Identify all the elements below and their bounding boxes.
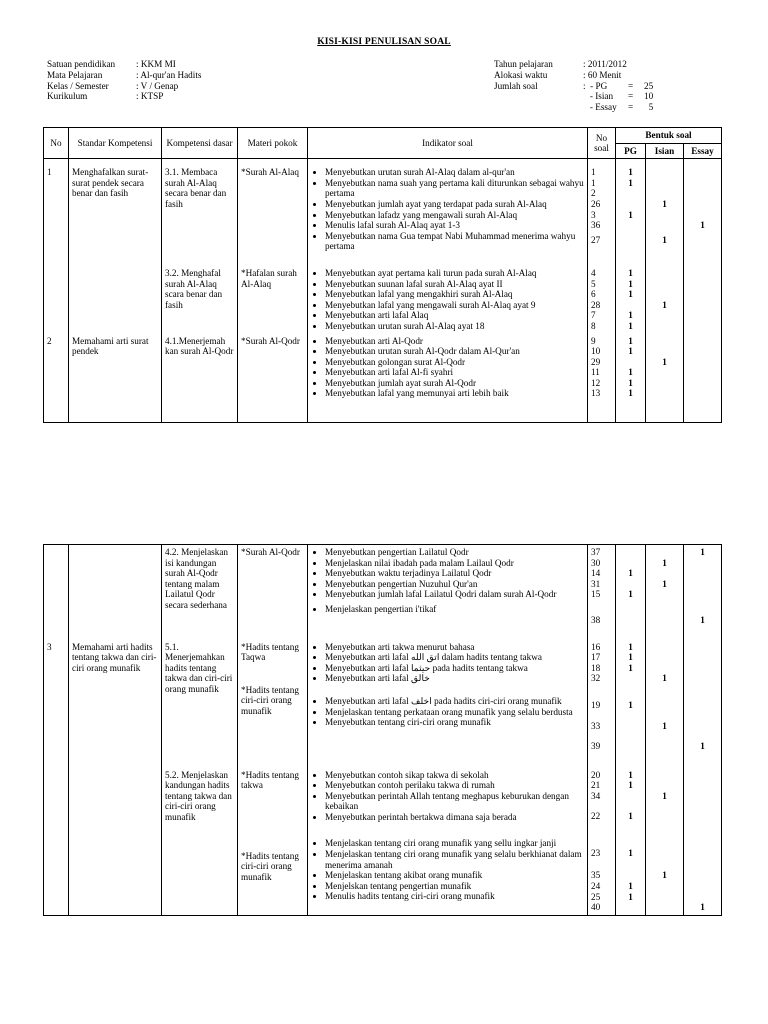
indikator-list bbox=[308, 754, 588, 916]
no-soal: 11 bbox=[591, 367, 600, 378]
list-item: • Menyebutkan arti Al-Qodr bbox=[325, 336, 584, 347]
list-item: • Menyebutkan contoh perilaku takwa di rumah bbox=[325, 780, 584, 791]
materi-pokok-item: *Hadits tentang ciri-ciri orang munafik bbox=[241, 684, 299, 716]
pg-mark: 1 bbox=[628, 377, 633, 388]
table-row bbox=[44, 159, 722, 254]
kompetensi-dasar: 5.1. Menerjemahkan hadits tentang takwa dan ciri-ciri orang munafik bbox=[162, 628, 238, 754]
indikator-list bbox=[308, 334, 588, 423]
pg-mark: 1 bbox=[628, 769, 633, 780]
list-item: • Menyebutkan arti lafal اخلف pada hadits ciri-ciri orang munafik bbox=[325, 696, 584, 707]
essay-cell bbox=[684, 754, 722, 916]
no-soal: 7 bbox=[591, 310, 596, 321]
no-soal: 21 bbox=[591, 780, 601, 791]
header-pg: PG bbox=[616, 143, 646, 159]
list-item: • Menyebutkan tentang ciri-ciri orang munafik bbox=[325, 717, 584, 728]
table-row bbox=[44, 628, 722, 754]
list-item: • Menyebutkan lafal yang mengakhiri surah Al-Alaq bbox=[325, 289, 584, 300]
meta-value: : V / Genap bbox=[136, 80, 179, 91]
header-bentuk-soal: Bentuk soal bbox=[616, 128, 722, 144]
table-row bbox=[44, 254, 722, 334]
essay-mark: 1 bbox=[700, 614, 705, 625]
no-soal-cell bbox=[588, 254, 616, 334]
isian-mark: 1 bbox=[662, 299, 667, 310]
no-soal: 17 bbox=[591, 652, 601, 663]
kompetensi-dasar: 3.2. Menghafal surah Al-Alaq scara benar dan fasih bbox=[162, 254, 238, 334]
list-item: • Menyebutkan urutan surah Al-Qodr dalam Al-Qur'an bbox=[325, 346, 584, 357]
no-soal: 1 bbox=[591, 177, 596, 188]
pg-cell bbox=[616, 254, 646, 334]
no-soal: 30 bbox=[591, 557, 601, 568]
no-soal: 32 bbox=[591, 673, 601, 684]
no-soal: 3 bbox=[591, 209, 596, 220]
pg-mark: 1 bbox=[628, 662, 633, 673]
list-item: • Menjelaskan pengertian i'tikaf bbox=[325, 604, 584, 615]
list-item: • Menjelaskan tentang ciri orang munafik yang selalu berkhianat dalam menerima amanah bbox=[325, 849, 584, 870]
no-soal: 34 bbox=[591, 790, 601, 801]
kompetensi-dasar: 5.2. Menjelaskan kandungan hadits tentang takwa dan ciri-ciri orang munafik bbox=[162, 754, 238, 916]
materi-pokok bbox=[238, 628, 308, 754]
meta-label: Satuan pendidikan bbox=[47, 59, 116, 69]
pg-cell bbox=[616, 334, 646, 423]
materi-pokok-item: *Hadits tentang ciri-ciri orang munafik bbox=[241, 850, 299, 882]
no-soal: 8 bbox=[591, 320, 596, 331]
jumlah-eq: = bbox=[628, 102, 634, 113]
no-soal-cell bbox=[588, 545, 616, 628]
pg-cell bbox=[616, 159, 646, 254]
list-item: • Menulis hadits tentang ciri-ciri orang munafik bbox=[325, 891, 584, 902]
list-item: • Menjelaskan tentang perkataan orang munafik yang selalu berdusta bbox=[325, 707, 584, 718]
meta-value: : Al-qur'an Hadits bbox=[136, 69, 202, 80]
table-row bbox=[44, 754, 722, 916]
meta-value: : KKM MI bbox=[136, 59, 176, 69]
list-item: • Menyebutkan arti lafal Alaq bbox=[325, 310, 584, 321]
jumlah-type: : - PG bbox=[583, 80, 608, 91]
table-row bbox=[44, 334, 722, 423]
no-soal: 20 bbox=[591, 769, 601, 780]
meta-label: Mata Pelajaran bbox=[47, 69, 103, 80]
list-item: • Menyebutkan perintah Allah tentang meghapus keburukan dengan kebaikan bbox=[325, 791, 584, 812]
indikator-list bbox=[308, 159, 588, 254]
no-soal: 1 bbox=[591, 167, 596, 178]
list-item: • Menulis lafal surah Al-Alaq ayat 1-3 bbox=[325, 220, 584, 231]
pg-mark: 1 bbox=[628, 388, 633, 399]
materi-pokok-item: *Hadits tentang Taqwa bbox=[241, 641, 299, 663]
isian-cell bbox=[646, 545, 684, 628]
standar-kompetensi: Menghafalkan surat-surat pendek secara benar dan fasih bbox=[69, 159, 162, 254]
table-row bbox=[44, 545, 722, 628]
pg-mark: 1 bbox=[628, 641, 633, 652]
row-no: 2 bbox=[44, 334, 69, 423]
list-item: • Menyebutkan lafal yang mengawali surah Al-Alaq ayat 9 bbox=[325, 300, 584, 311]
isian-mark: 1 bbox=[662, 870, 667, 881]
pg-cell bbox=[616, 628, 646, 754]
no-soal: 14 bbox=[591, 568, 601, 579]
meta-left bbox=[47, 59, 201, 102]
no-soal: 24 bbox=[591, 881, 601, 892]
kisi-kisi-table-continued bbox=[43, 544, 722, 916]
isian-cell bbox=[646, 159, 684, 254]
list-item: • Menyebutkan jumlah ayat yang terdapat pada surah Al-Alaq bbox=[325, 199, 584, 210]
pg-mark: 1 bbox=[628, 568, 633, 579]
list-item: • Menyebutkan jumlah lafal Lailatul Qodri dalam surah Al-Qodr bbox=[325, 589, 584, 600]
no-soal-cell bbox=[588, 334, 616, 423]
no-soal-cell bbox=[588, 159, 616, 254]
pg-mark: 1 bbox=[628, 699, 633, 710]
meta-label: Kelas / Semester bbox=[47, 80, 109, 91]
no-soal-cell bbox=[588, 628, 616, 754]
header-materi-pokok: Materi pokok bbox=[238, 128, 308, 159]
isian-mark: 1 bbox=[662, 198, 667, 209]
jumlah-type: - Isian bbox=[583, 91, 614, 102]
essay-mark: 1 bbox=[700, 220, 705, 231]
no-soal: 37 bbox=[591, 547, 601, 557]
meta-value: : 60 Menit bbox=[583, 69, 622, 80]
pg-mark: 1 bbox=[628, 335, 633, 346]
pg-cell bbox=[616, 545, 646, 628]
meta-right bbox=[494, 59, 653, 113]
jumlah-eq: = bbox=[628, 91, 634, 102]
no-soal: 29 bbox=[591, 356, 601, 367]
list-item: • Menyebutkan arti lafal حيثما pada hadits tentang takwa bbox=[325, 663, 584, 674]
list-item: • Menyebutkan golongan surat Al-Qodr bbox=[325, 357, 584, 368]
essay-cell bbox=[684, 628, 722, 754]
essay-mark: 1 bbox=[700, 902, 705, 913]
standar-kompetensi: Memahami arti hadits tentang takwa dan ciri-ciri orang munafik bbox=[69, 628, 162, 754]
isian-cell bbox=[646, 254, 684, 334]
list-item: • Menjelaskan tentang akibat orang munafik bbox=[325, 870, 584, 881]
no-soal-cell bbox=[588, 754, 616, 916]
no-soal: 33 bbox=[591, 720, 601, 731]
jumlah-type: - Essay bbox=[583, 102, 617, 113]
no-soal: 16 bbox=[591, 641, 601, 652]
materi-pokok-item: *Hadits tentang takwa bbox=[241, 769, 299, 791]
essay-mark: 1 bbox=[700, 740, 705, 751]
no-soal: 2 bbox=[591, 188, 596, 199]
header-no-soal: No soal bbox=[588, 128, 616, 159]
pg-mark: 1 bbox=[628, 267, 633, 278]
meta-value: : KTSP bbox=[136, 91, 164, 102]
jumlah-value: 10 bbox=[644, 91, 654, 102]
list-item: • Menyebutkan arti lafal اتق الله dalam hadits tentang takwa bbox=[325, 652, 584, 663]
no-soal: 6 bbox=[591, 289, 596, 300]
materi-pokok: *Hafalan surah Al-Alaq bbox=[238, 254, 308, 334]
no-soal: 19 bbox=[591, 699, 601, 710]
list-item: • Menyebutkan contoh sikap takwa di sekolah bbox=[325, 770, 584, 781]
list-item: • Menyebutkan lafadz yang mengawali surah Al-Alaq bbox=[325, 210, 584, 221]
isian-mark: 1 bbox=[662, 673, 667, 684]
no-soal: 25 bbox=[591, 891, 601, 902]
pg-mark: 1 bbox=[628, 167, 633, 178]
no-soal: 38 bbox=[591, 614, 601, 625]
pg-mark: 1 bbox=[628, 367, 633, 378]
pg-mark: 1 bbox=[628, 320, 633, 331]
no-soal: 31 bbox=[591, 578, 601, 589]
meta-label: Kurikulum bbox=[47, 91, 88, 102]
list-item: • Menyebutkan perintah bertakwa dimana saja berada bbox=[325, 812, 584, 823]
no-soal: 9 bbox=[591, 335, 596, 346]
essay-cell bbox=[684, 159, 722, 254]
kompetensi-dasar: 3.1. Membaca surah Al-Alaq secara benar dan fasih bbox=[162, 159, 238, 254]
pg-mark: 1 bbox=[628, 780, 633, 791]
pg-mark: 1 bbox=[628, 811, 633, 822]
no-soal: 40 bbox=[591, 902, 601, 913]
meta-label: Tahun pelajaran bbox=[494, 59, 553, 69]
no-soal: 28 bbox=[591, 299, 601, 310]
header-kompetensi-dasar: Kompetensi dasar bbox=[162, 128, 238, 159]
list-item: • Menyebutkan ayat pertama kali turun pada surah Al-Alaq bbox=[325, 268, 584, 279]
pg-mark: 1 bbox=[628, 847, 633, 858]
meta-value: : 2011/2012 bbox=[583, 59, 627, 69]
kisi-kisi-table bbox=[43, 127, 722, 423]
list-item: • Menyebutkan arti lafal خالق bbox=[325, 673, 584, 684]
kompetensi-dasar: 4.1.Menerjemah kan surah Al-Qodr bbox=[162, 334, 238, 423]
jumlah-value: 5 bbox=[648, 102, 654, 113]
isian-mark: 1 bbox=[662, 578, 667, 589]
materi-pokok: *Surah Al-Qodr bbox=[238, 334, 308, 423]
isian-cell bbox=[646, 628, 684, 754]
materi-pokok: *Surah Al-Alaq bbox=[238, 159, 308, 254]
header-no: No bbox=[44, 128, 69, 159]
list-item: • Menyebutkan nama suah yang pertama kali diturunkan sebagai wahyu pertama bbox=[325, 178, 584, 199]
isian-mark: 1 bbox=[662, 234, 667, 245]
no-soal: 36 bbox=[591, 220, 601, 231]
no-soal: 12 bbox=[591, 377, 601, 388]
list-item: • Menjelaskan nilai ibadah pada malam Lailaul Qodr bbox=[325, 558, 584, 569]
no-soal: 26 bbox=[591, 198, 601, 209]
no-soal: 10 bbox=[591, 346, 601, 357]
pg-mark: 1 bbox=[628, 652, 633, 663]
list-item: • Menyebutkan arti lafal Al-fi syahri bbox=[325, 367, 584, 378]
isian-mark: 1 bbox=[662, 720, 667, 731]
header-isian: Isian bbox=[646, 143, 684, 159]
jumlah-eq: = bbox=[628, 80, 634, 91]
pg-cell bbox=[616, 754, 646, 916]
list-item: • Menyebutkan arti takwa menurut bahasa bbox=[325, 642, 584, 653]
kompetensi-dasar: 4.2. Menjelaskan isi kandungan surah Al-Qodr tentang malam Lailatul Qodr secara sederhana bbox=[162, 545, 238, 628]
header-essay: Essay bbox=[684, 143, 722, 159]
list-item: • Menyebutkan pengertian Nuzuhul Qur'an bbox=[325, 579, 584, 590]
header-indikator-soal: Indikator soal bbox=[308, 128, 588, 159]
pg-mark: 1 bbox=[628, 310, 633, 321]
pg-mark: 1 bbox=[628, 278, 633, 289]
pg-mark: 1 bbox=[628, 346, 633, 357]
list-item: • Menyebutkan nama Gua tempat Nabi Muhammad menerima wahyu pertama bbox=[325, 231, 584, 252]
materi-pokok bbox=[238, 754, 308, 916]
isian-mark: 1 bbox=[662, 557, 667, 568]
isian-mark: 1 bbox=[662, 790, 667, 801]
pg-mark: 1 bbox=[628, 177, 633, 188]
no-soal: 27 bbox=[591, 234, 601, 245]
indikator-list bbox=[308, 254, 588, 334]
list-item: • Menyebutkan jumlah ayat surah Al-Qodr bbox=[325, 378, 584, 389]
jumlah-value: 25 bbox=[644, 80, 654, 91]
no-soal: 18 bbox=[591, 662, 601, 673]
pg-mark: 1 bbox=[628, 209, 633, 220]
document-title: KISI-KISI PENULISAN SOAL bbox=[317, 37, 451, 47]
list-item: • Menyebutkan pengertian Lailatul Qodr bbox=[325, 547, 584, 558]
meta-label: Alokasi waktu bbox=[494, 69, 548, 80]
list-item: • Menjelaskan tentang ciri orang munafik yang sellu ingkar janji bbox=[325, 838, 584, 849]
essay-cell bbox=[684, 545, 722, 628]
list-item: • Menjelskan tentang pengertian munafik bbox=[325, 881, 584, 892]
meta-label: Jumlah soal bbox=[494, 80, 538, 91]
isian-cell bbox=[646, 754, 684, 916]
no-soal: 35 bbox=[591, 870, 601, 881]
essay-mark: 1 bbox=[700, 547, 705, 557]
list-item: • Menyebutkan waktu terjadinya Lailatul Qodr bbox=[325, 568, 584, 579]
no-soal: 22 bbox=[591, 811, 601, 822]
materi-pokok: *Surah Al-Qodr bbox=[238, 545, 308, 628]
list-item: • Menyebutkan lafal yang memunyai arti lebih baik bbox=[325, 388, 584, 399]
row-no: 3 bbox=[44, 628, 69, 754]
indikator-list bbox=[308, 545, 588, 628]
isian-cell bbox=[646, 334, 684, 423]
no-soal: 15 bbox=[591, 589, 601, 600]
list-item: • Menyebutkan urutan surah Al-Alaq ayat 18 bbox=[325, 321, 584, 332]
no-soal: 23 bbox=[591, 847, 601, 858]
isian-mark: 1 bbox=[662, 356, 667, 367]
no-soal: 13 bbox=[591, 388, 601, 399]
list-item: • Menyebutkan suunan lafal surah Al-Alaq ayat II bbox=[325, 279, 584, 290]
header-standar-kompetensi: Standar Kompetensi bbox=[69, 128, 162, 159]
pg-mark: 1 bbox=[628, 589, 633, 600]
indikator-list bbox=[308, 628, 588, 754]
no-soal: 5 bbox=[591, 278, 596, 289]
pg-mark: 1 bbox=[628, 891, 633, 902]
no-soal: 39 bbox=[591, 740, 601, 751]
standar-kompetensi: Memahami arti surat pendek bbox=[69, 334, 162, 423]
pg-mark: 1 bbox=[628, 289, 633, 300]
row-no: 1 bbox=[44, 159, 69, 254]
list-item: • Menyebutkan urutan surah Al-Alaq dalam al-qur'an bbox=[325, 167, 584, 178]
no-soal: 4 bbox=[591, 267, 596, 278]
pg-mark: 1 bbox=[628, 881, 633, 892]
